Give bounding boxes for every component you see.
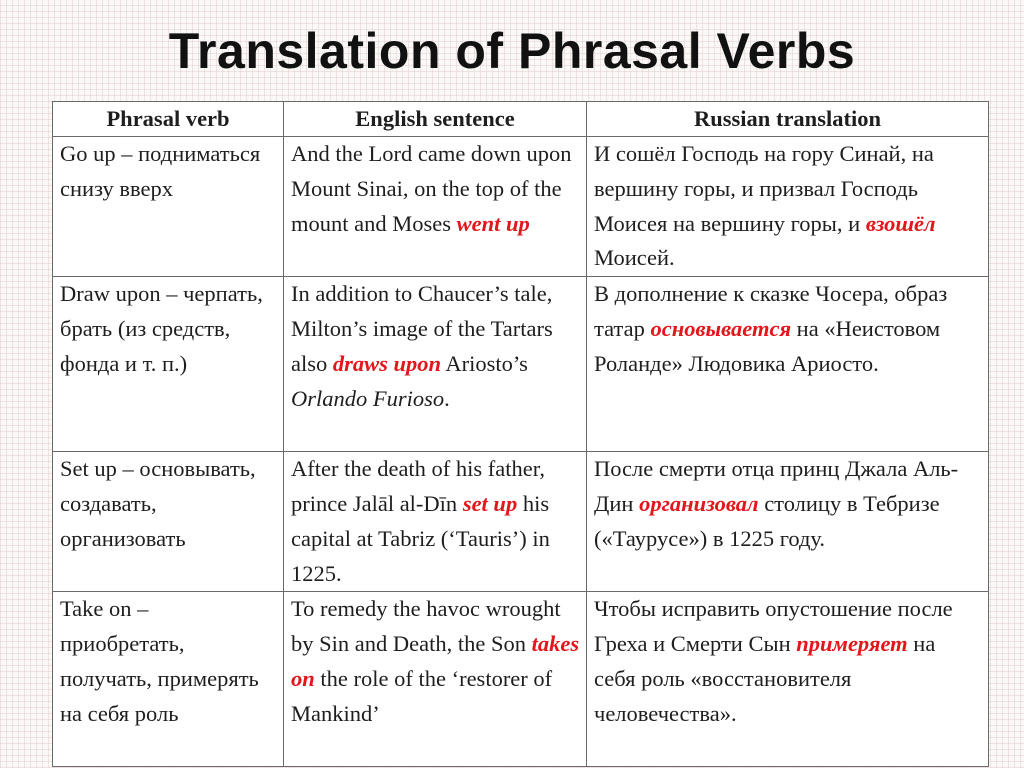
english-text-end: . <box>444 385 450 411</box>
russian-translation-cell <box>587 277 989 452</box>
phrasal-verb: Go up <box>60 141 116 166</box>
english-highlight: went up <box>456 210 530 236</box>
english-text: And the Lord came down upon Mount Sinai, on the top of the mount and Moses <box>291 141 572 236</box>
english-sentence-cell <box>284 137 587 277</box>
russian-highlight: примеряет <box>796 631 908 657</box>
russian-text: И сошёл Господь на гору Синай, на вершину горы, и призвал Господь Моисея на вершину горы, и <box>594 141 934 236</box>
verb-meaning: приобретать, получать, примерять на себя роль <box>60 631 259 726</box>
russian-highlight: основывается <box>650 315 792 341</box>
english-sentence-cell <box>284 277 587 452</box>
phrasal-verb-cell: Take on – приобретать, получать, примерять на себя роль <box>53 592 284 767</box>
phrasal-verb-cell: Go up – подниматься снизу вверх <box>53 137 284 277</box>
russian-highlight: организовал <box>639 490 759 516</box>
russian-text: После смерти отца принц Джала Аль-Дин <box>594 456 959 516</box>
russian-text: Чтобы исправить опустошение после Греха и Смерти Сын <box>594 596 953 657</box>
english-text-end: the role of the ‘restorer of Mankind’ <box>291 665 553 726</box>
english-highlight: set up <box>462 490 518 516</box>
table-row <box>53 452 989 592</box>
russian-text-end: столицу в Тебризе («Таурусе») в 1225 году. <box>594 490 940 551</box>
table-header-row <box>53 102 989 137</box>
phrasal-verb-cell: Set up – основывать, создавать, организовать <box>53 452 284 592</box>
russian-highlight: взошёл <box>865 210 936 236</box>
english-sentence-cell <box>284 452 587 592</box>
english-highlight: draws upon <box>332 350 442 376</box>
russian-text-end: на себя роль «восстановителя человечества». <box>594 631 936 726</box>
phrasal-verb-cell: Draw upon – черпать, брать (из средств, фонда и т. п.) <box>53 277 284 452</box>
russian-text-end: Моисей. <box>594 245 675 271</box>
header-english-sentence: English sentence <box>284 102 587 137</box>
phrasal-verb: Draw upon <box>60 281 161 307</box>
verb-meaning: основывать, создавать, организовать <box>60 456 256 551</box>
english-text-end: his capital at Tabriz (‘Tauris’) in 1225. <box>291 490 550 586</box>
verb-meaning: черпать, брать (из средств, фонда и т. п.) <box>60 281 263 376</box>
english-text: To remedy the havoc wrought by Sin and Death, the Son <box>291 596 561 657</box>
russian-translation-cell <box>587 452 989 592</box>
english-italic-title: Orlando Furioso <box>291 385 445 411</box>
phrasal-verb: Set up <box>60 456 117 482</box>
russian-text: В дополнение к сказке Чосера, образ татар <box>594 281 948 341</box>
phrasal-verb: Take on <box>60 596 132 622</box>
english-text-middle: Ariosto’s <box>441 350 528 376</box>
verb-meaning: подниматься снизу вверх <box>60 141 261 201</box>
russian-translation-cell <box>587 137 989 277</box>
header-russian-translation: Russian translation <box>587 102 989 137</box>
english-sentence-cell <box>284 592 587 767</box>
english-text: In addition to Chaucer’s tale, Milton’s image of the Tartars also <box>291 281 553 376</box>
phrasal-verbs-table <box>52 101 989 767</box>
table-row <box>53 592 989 767</box>
english-text: After the death of his father, prince Jalāl al-Dīn <box>291 456 545 516</box>
table-row <box>53 137 989 277</box>
russian-translation-cell <box>587 592 989 767</box>
table-row <box>53 277 989 452</box>
slide-title: Translation of Phrasal Verbs <box>168 23 856 79</box>
russian-text-end: на «Неистовом Роланде» Людовика Ариосто. <box>594 315 941 376</box>
english-highlight: takes on <box>291 631 580 691</box>
header-phrasal-verb: Phrasal verb <box>53 102 284 137</box>
